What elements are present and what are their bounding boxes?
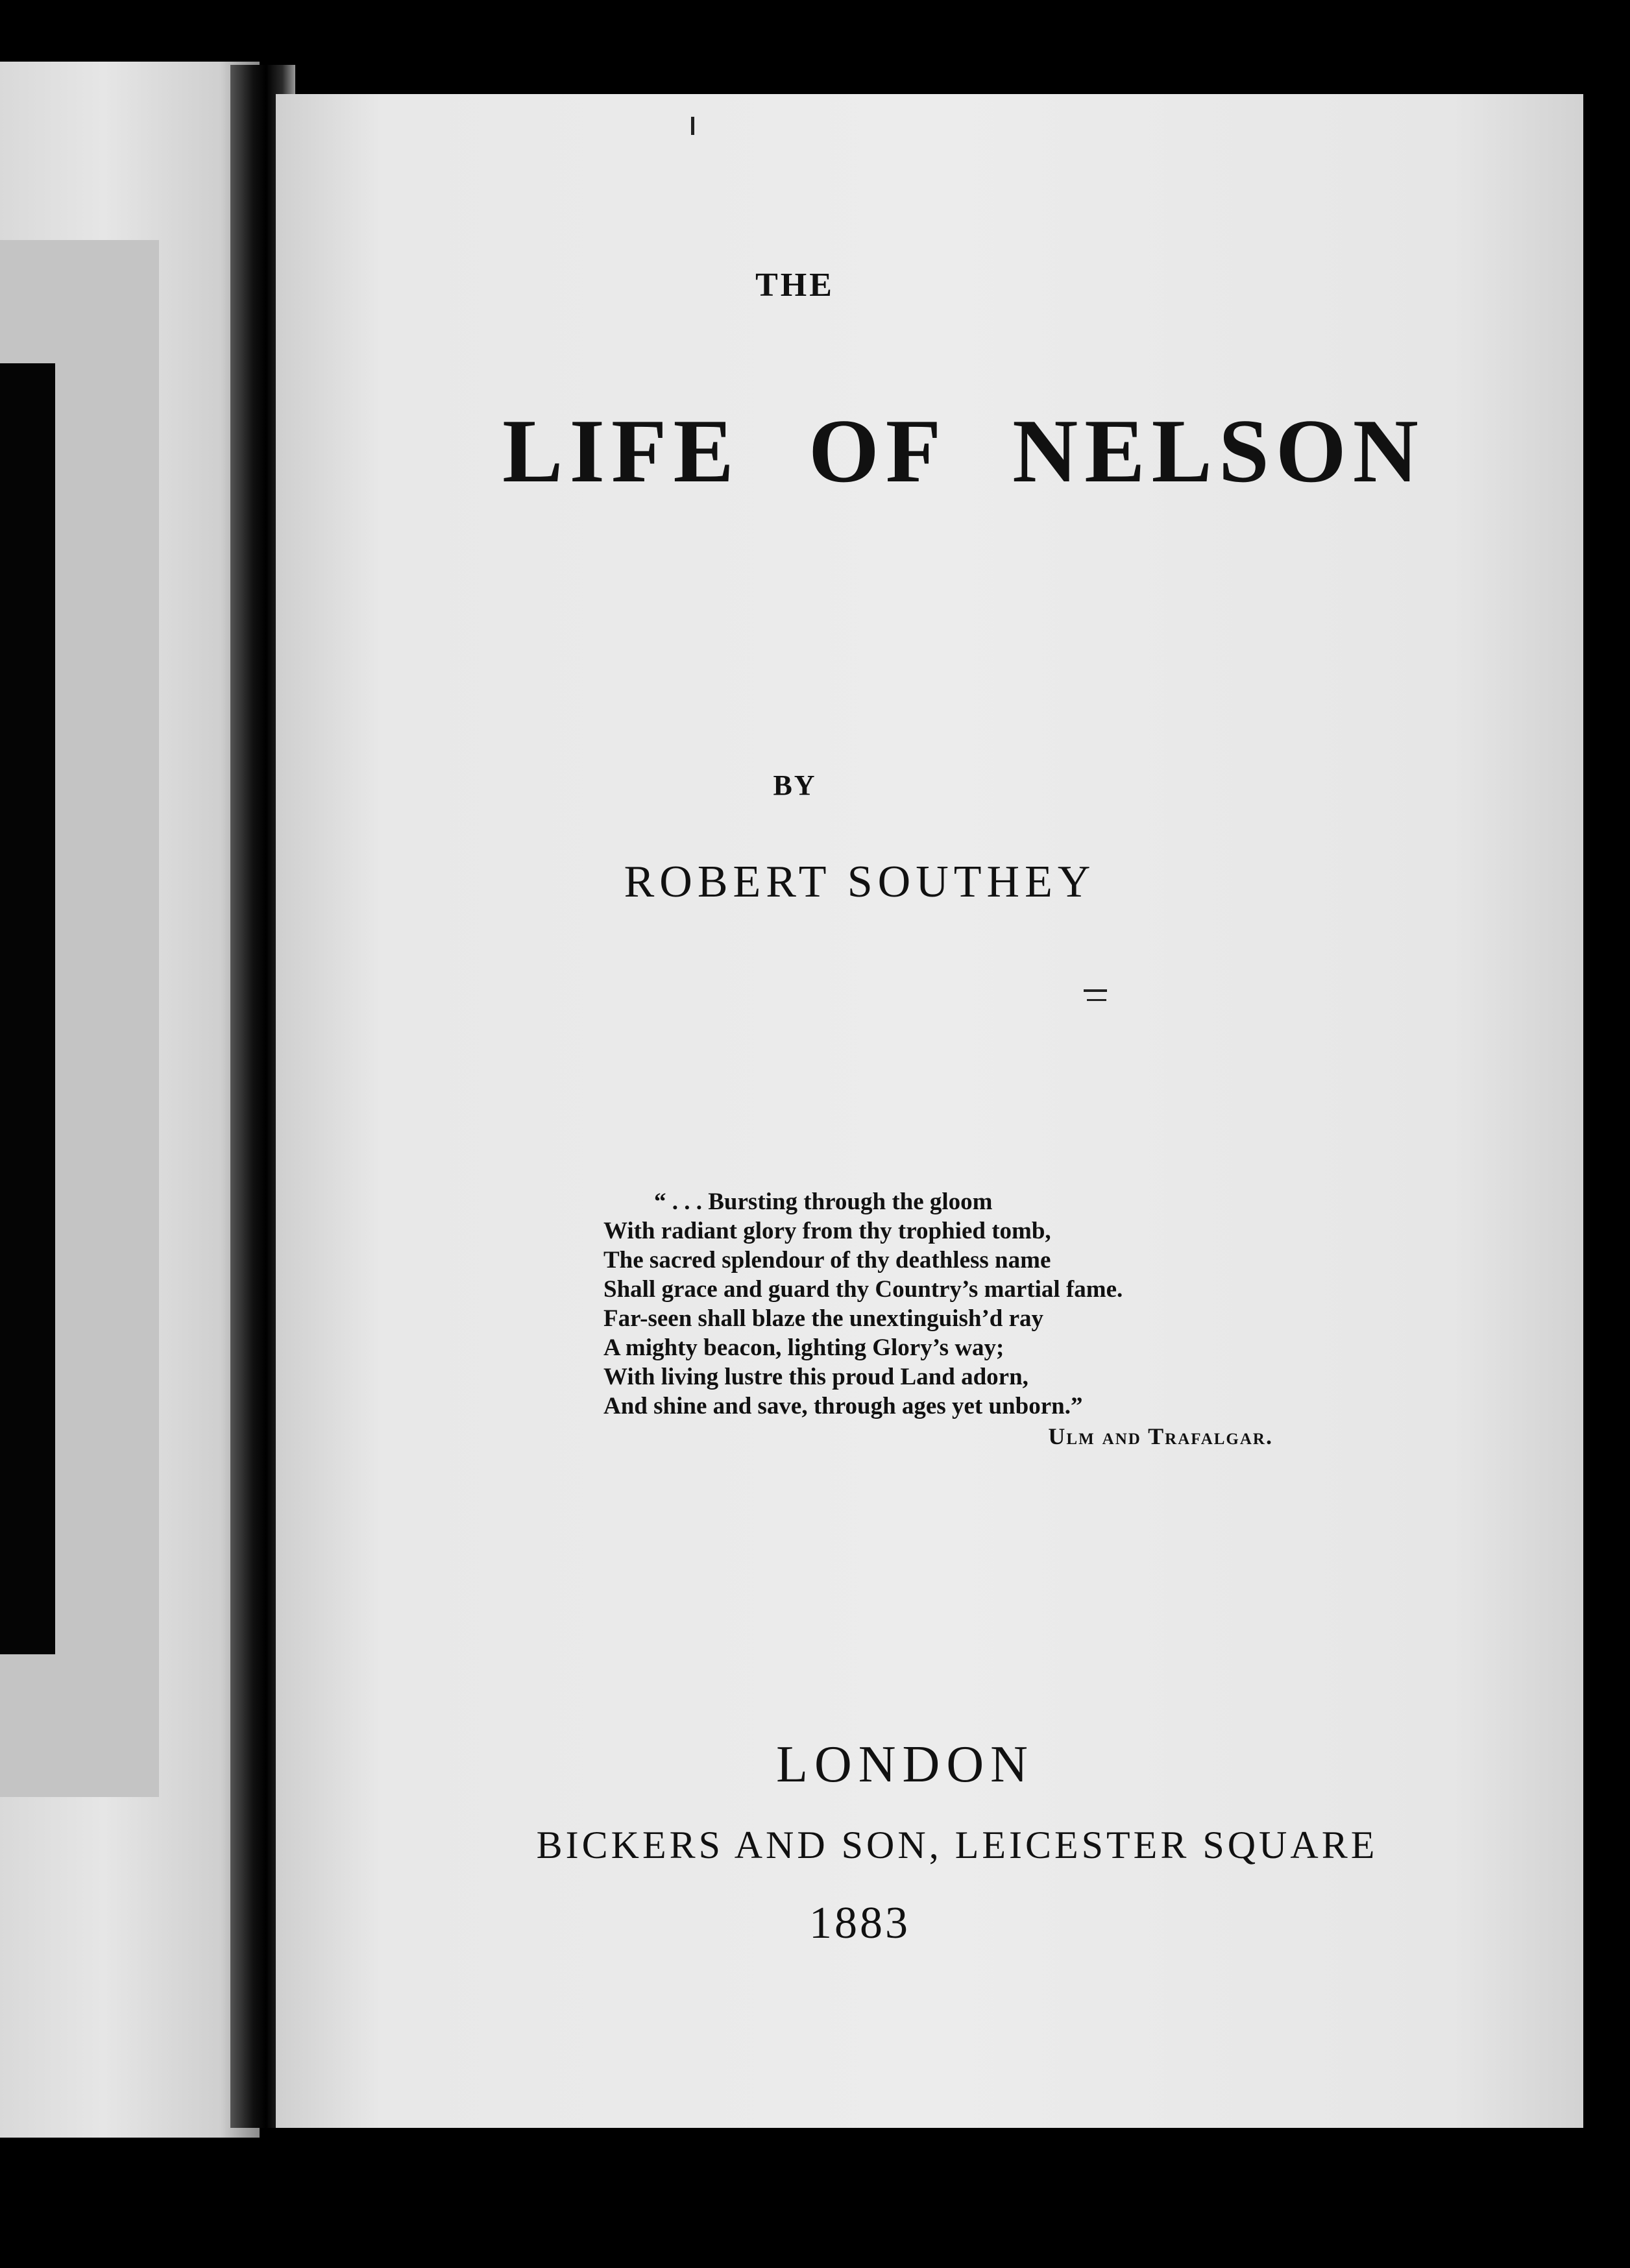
epigraph-line: Far-seen shall blaze the unextinguish’d ray: [603, 1305, 1044, 1332]
epigraph-line: Shall grace and guard thy Country’s martial fame.: [603, 1276, 1123, 1303]
epigraph: [603, 1187, 1285, 1451]
epigraph-line: “ . . . Bursting through the gloom: [654, 1188, 993, 1215]
scan-mark: [1087, 999, 1106, 1001]
epigraph-line: And shine and save, through ages yet unborn.”: [603, 1393, 1083, 1419]
title-article: THE: [755, 267, 834, 304]
scan-mark: [1084, 989, 1107, 992]
epigraph-source: Ulm and Trafalgar.: [1048, 1423, 1273, 1449]
author-name: ROBERT SOUTHEY: [624, 857, 1096, 907]
imprint-city: LONDON: [776, 1736, 1034, 1793]
byline-label: BY: [773, 769, 817, 801]
epigraph-line: With radiant glory from thy trophied tomb,: [603, 1218, 1051, 1244]
scan-mark: [691, 117, 694, 135]
title-page: [276, 94, 1583, 2128]
epigraph-line: A mighty beacon, lighting Glory’s way;: [603, 1334, 1004, 1361]
epigraph-line: With living lustre this proud Land adorn,: [603, 1364, 1028, 1390]
epigraph-line: The sacred splendour of thy deathless name: [603, 1247, 1051, 1273]
book-title: LIFE OF NELSON: [502, 401, 1425, 501]
imprint-publisher: BICKERS AND SON, LEICESTER SQUARE: [536, 1824, 1378, 1866]
frontispiece-plate: [0, 363, 55, 1654]
imprint-year: 1883: [809, 1898, 910, 1948]
